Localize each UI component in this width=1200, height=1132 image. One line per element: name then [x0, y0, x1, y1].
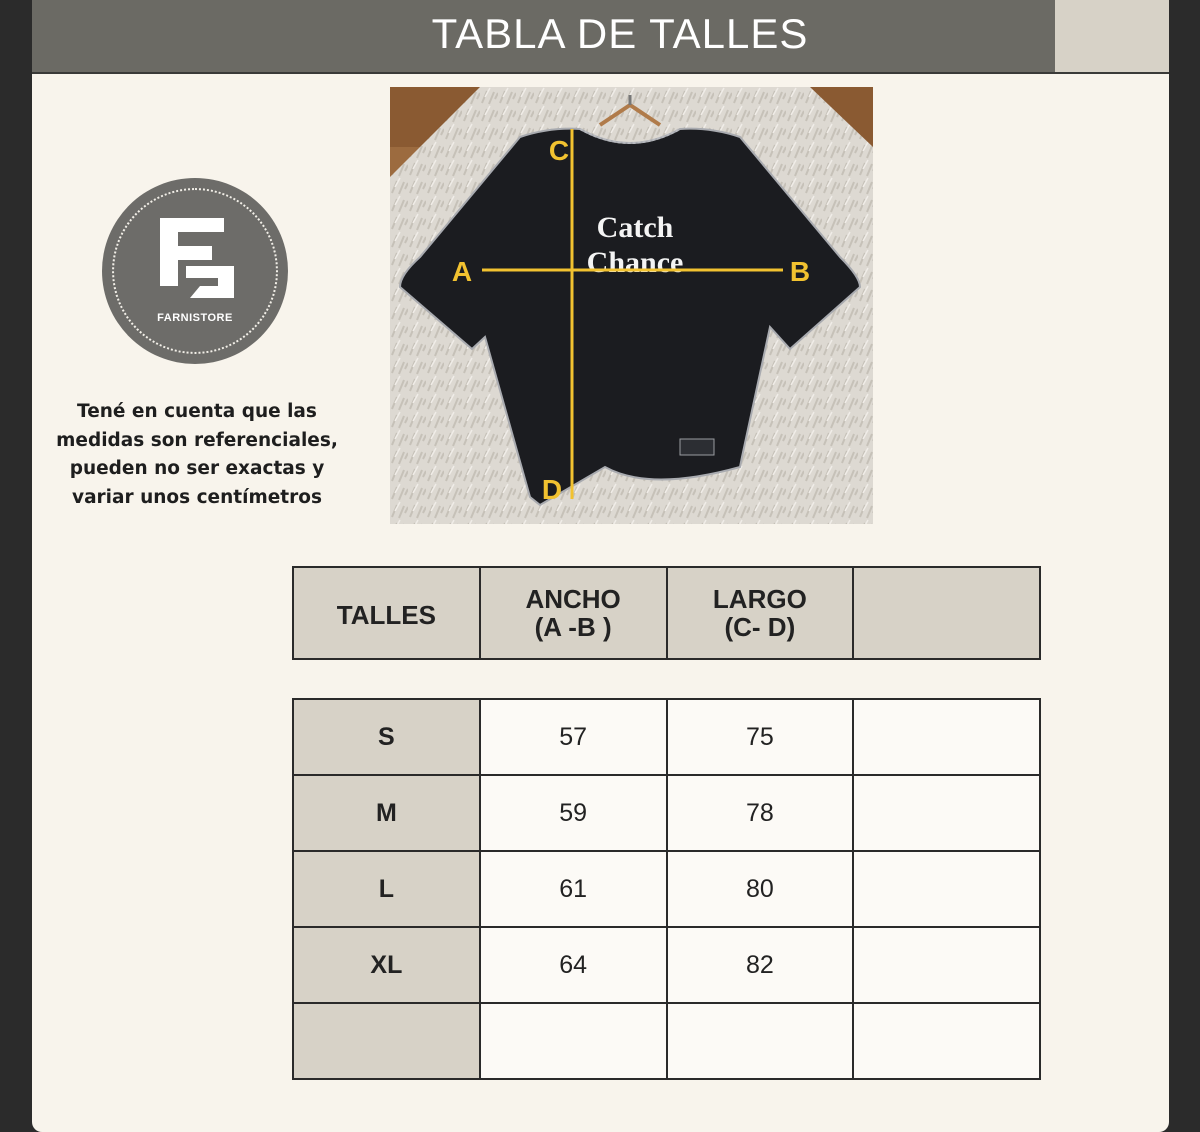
marker-d: D: [541, 474, 563, 505]
table-row: [293, 699, 1040, 775]
header-cell-largo: LARGO (C- D): [667, 567, 854, 659]
ancho-cell: 64: [480, 927, 667, 1003]
extra-cell: [853, 927, 1040, 1003]
page-title: TABLA DE TALLES: [431, 10, 809, 57]
table-row: [293, 851, 1040, 927]
note-line: variar unos centímetros: [72, 486, 322, 508]
table-row: [293, 775, 1040, 851]
brand-name: FARNISTORE: [157, 312, 233, 324]
ancho-cell: 61: [480, 851, 667, 927]
table-row: [293, 927, 1040, 1003]
size-cell: S: [293, 699, 480, 775]
shirt-print-line: Chance: [586, 246, 684, 279]
note-line: Tené en cuenta que las: [77, 401, 317, 422]
shirt-print-line: Catch: [596, 211, 674, 244]
marker-c: C: [548, 135, 570, 166]
ancho-cell: 59: [480, 775, 667, 851]
largo-cell: 75: [667, 699, 854, 775]
extra-cell: [853, 775, 1040, 851]
size-cell: L: [293, 851, 480, 927]
disclaimer-note: [52, 398, 342, 512]
size-chart-card: [32, 0, 1169, 1132]
fs-monogram-icon: [152, 216, 238, 300]
largo-cell: 80: [667, 851, 854, 927]
largo-cell: 82: [667, 927, 854, 1003]
size-cell: XL: [293, 927, 480, 1003]
note-line: pueden no ser exactas y: [69, 458, 325, 479]
size-cell: M: [293, 775, 480, 851]
header-cell-empty: [853, 567, 1040, 659]
note-line: medidas son referenciales,: [56, 429, 338, 451]
extra-cell: [853, 1003, 1040, 1079]
largo-cell: 78: [667, 775, 854, 851]
largo-cell: [667, 1003, 854, 1079]
header-bar: [32, 0, 1169, 74]
ancho-cell: [480, 1003, 667, 1079]
header-cell-ancho: ANCHO (A -B ): [480, 567, 667, 659]
marker-b: B: [789, 256, 811, 287]
table-row: [293, 1003, 1040, 1079]
extra-cell: [853, 699, 1040, 775]
header-row: [293, 567, 1040, 659]
size-cell: [293, 1003, 480, 1079]
size-table-header: [292, 566, 1041, 660]
header-cell-talles: TALLES: [293, 567, 480, 659]
ancho-cell: 57: [480, 699, 667, 775]
marker-a: A: [451, 256, 473, 287]
extra-cell: [853, 851, 1040, 927]
brand-logo: [102, 178, 288, 364]
tshirt-measure-photo: [390, 87, 873, 524]
size-table-body: [292, 698, 1041, 1080]
